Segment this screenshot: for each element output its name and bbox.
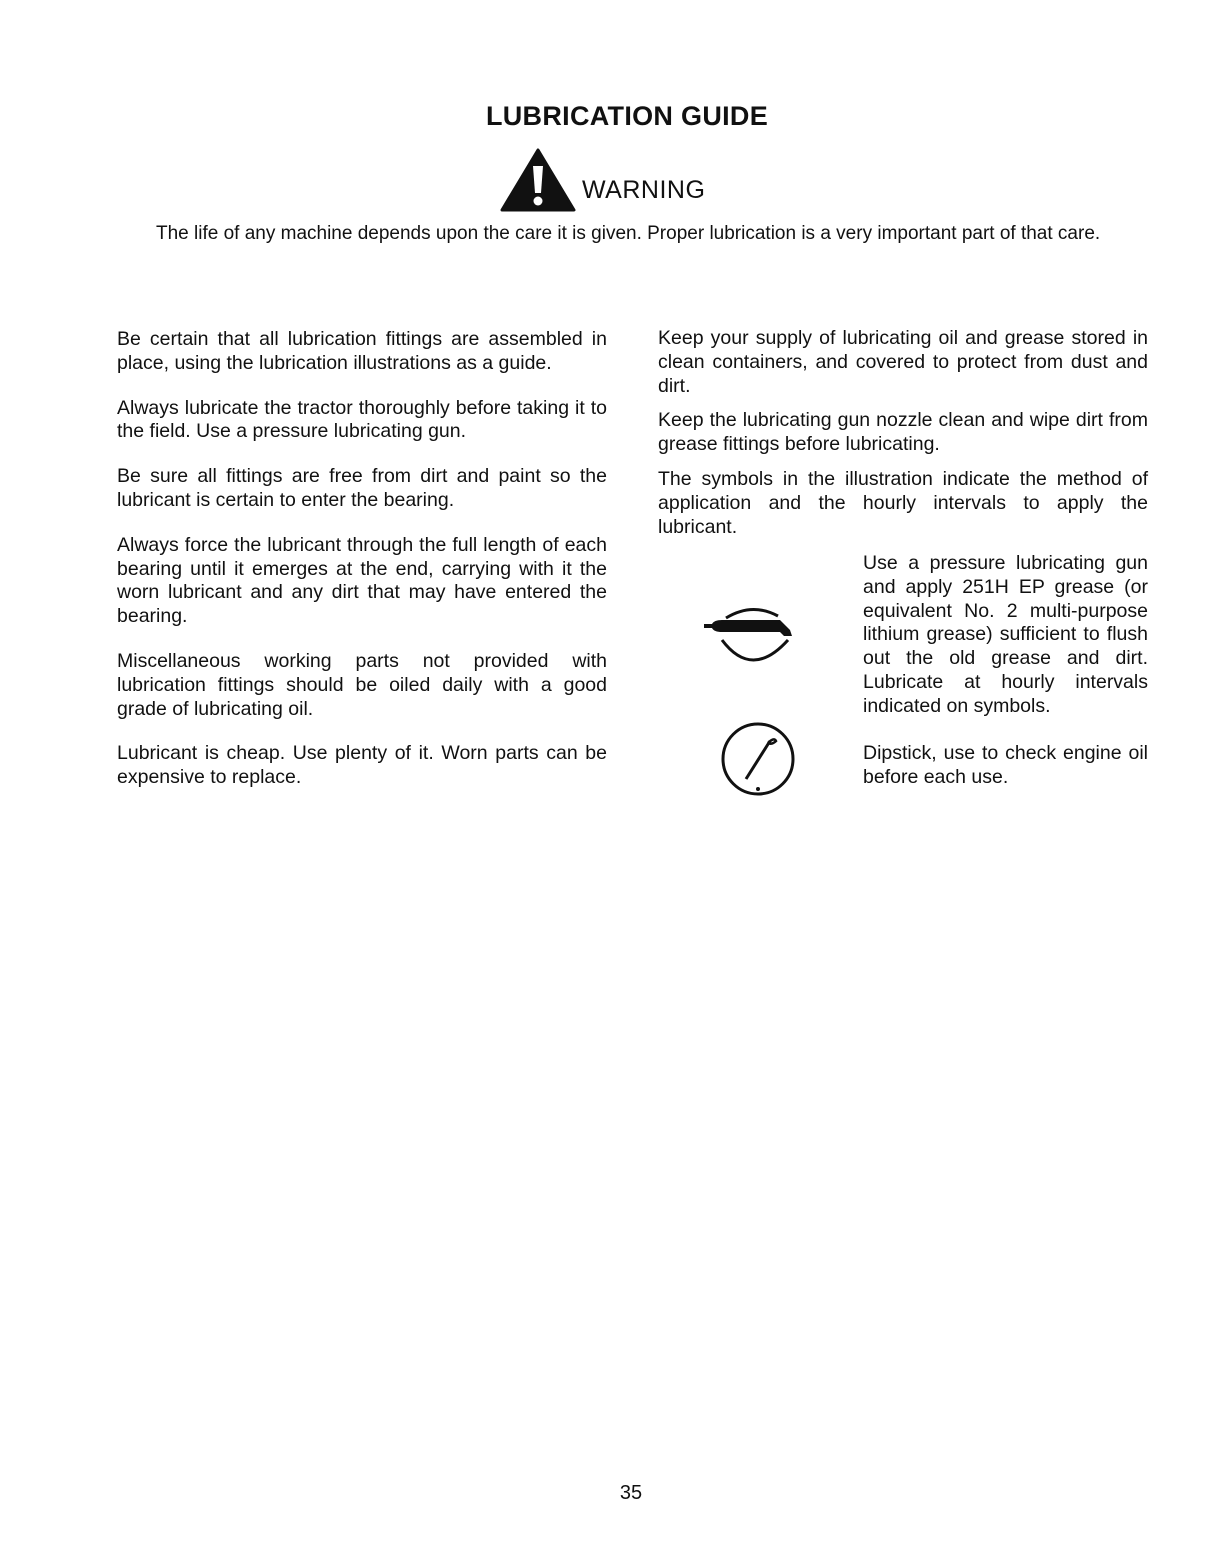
left-column xyxy=(117,328,607,790)
dipstick-symbol-description: Dipstick, use to check engine oil before each use. xyxy=(863,742,1148,788)
page-number: 35 xyxy=(619,1482,643,1504)
left-paragraph: Always lubricate the tractor thoroughly before taking it to the field. Use a pressure lubricating gun. xyxy=(117,396,607,443)
grease-symbol-description: Use a pressure lubricating gun and apply 251H EP grease (or equivalent No. 2 multi-purpose lithium grease) sufficient to flush out the old grease and dirt. Lubricate at hourly intervals indicated on symbols. xyxy=(863,552,1148,717)
right-column xyxy=(658,327,1148,539)
right-paragraph: Keep your supply of lubricating oil and grease stored in clean containers, and covered to protect from dust and dirt. xyxy=(658,327,1148,397)
page-title: LUBRICATION GUIDE xyxy=(485,101,769,131)
grease-gun-icon xyxy=(700,596,800,672)
intro-text: The life of any machine depends upon the care it is given. Proper lubrication is a very important part of that care. xyxy=(156,223,1101,244)
right-paragraph: Keep the lubricating gun nozzle clean and wipe dirt from grease fittings before lubricating. xyxy=(658,409,1148,456)
left-paragraph: Be sure all fittings are free from dirt and paint so the lubricant is certain to enter the bearing. xyxy=(117,465,607,511)
left-paragraph: Lubricant is cheap. Use plenty of it. Worn parts can be expensive to replace. xyxy=(117,742,607,789)
warning-label: WARNING xyxy=(582,176,706,204)
dipstick-icon xyxy=(720,721,796,797)
left-paragraph: Miscellaneous working parts not provided with lubrication fittings should be oiled daily with a good grade of lubricating oil. xyxy=(117,649,607,720)
left-paragraph: Always force the lubricant through the full length of each bearing until it emerges at the end, carrying with it the worn lubricant and any dirt that may have entered the bearing. xyxy=(117,533,607,628)
warning-triangle-icon xyxy=(500,148,576,212)
left-paragraph: Be certain that all lubrication fittings are assembled in place, using the lubrication illustrations as a guide. xyxy=(117,328,607,374)
right-paragraph: The symbols in the illustration indicate the method of application and the hourly intervals to apply the lubricant. xyxy=(658,467,1148,538)
